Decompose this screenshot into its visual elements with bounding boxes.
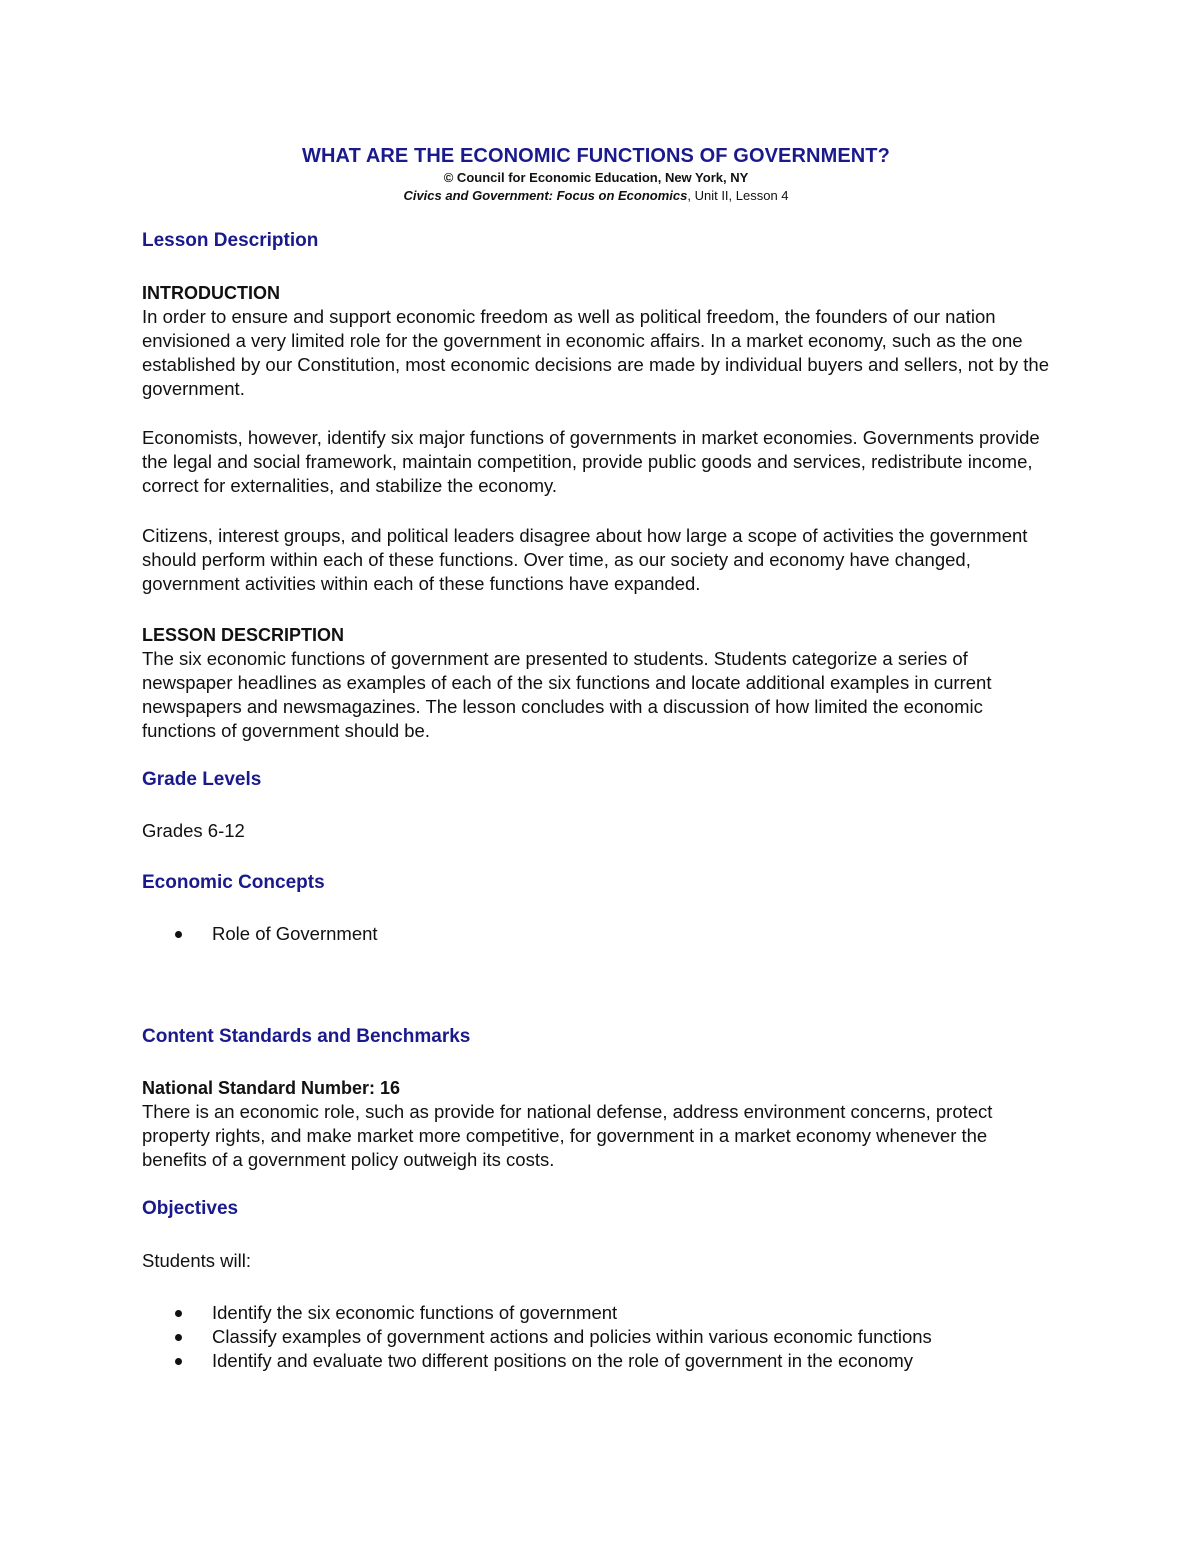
source-title: Civics and Government: Focus on Economics: [403, 188, 688, 203]
grade-levels-text: Grades 6-12: [142, 820, 245, 841]
source-line: [142, 187, 1050, 205]
concept-label: Role of Government: [212, 923, 378, 944]
list-item: [142, 1349, 1062, 1373]
introduction-paragraph-1: In order to ensure and support economic freedom as well as political freedom, the founders of our nation envisioned a very limited role for the government in economic affairs. In a market economy, such as the one established by our Constitution, most economic decisions are made by individual buyers and sellers, not by the government.: [142, 306, 1049, 399]
national-standard-text: There is an economic role, such as provide for national defense, address environment concerns, protect property rights, and make market more competitive, for government in a market economy whenever the benefits of a government policy outweigh its costs.: [142, 1101, 993, 1170]
objective-label: Identify and evaluate two different positions on the role of government in the economy: [212, 1350, 914, 1371]
objectives-list: [142, 1301, 1062, 1373]
list-item: [142, 1301, 1062, 1325]
objective-label: Identify the six economic functions of government: [212, 1302, 618, 1323]
objectives-intro: Students will:: [142, 1250, 251, 1271]
introduction-paragraph-2: Economists, however, identify six major functions of governments in market economies. Governments provide the legal and social framework, maintain competition, provide public goods and services, redistribute income, correct for externalities, and stabilize the economy.: [142, 427, 1040, 496]
objective-label: Classify examples of government actions and policies within various economic functions: [212, 1326, 932, 1347]
content-standards-heading: Content Standards and Benchmarks: [142, 1026, 471, 1047]
national-standard-heading: National Standard Number: 16: [142, 1078, 401, 1098]
bullet-icon: [175, 1358, 182, 1365]
lesson-description-heading: Lesson Description: [142, 230, 319, 251]
title-block: [142, 143, 1050, 205]
list-item: [142, 1325, 1062, 1349]
source-unit: , Unit II, Lesson 4: [687, 188, 789, 203]
lesson-description-subheading: LESSON DESCRIPTION: [142, 625, 345, 645]
bullet-icon: [175, 1334, 182, 1341]
bullet-icon: [175, 1310, 182, 1317]
introduction-heading: INTRODUCTION: [142, 283, 280, 303]
introduction-paragraph-3: Citizens, interest groups, and political leaders disagree about how large a scope of activities the government should perform within each of these functions. Over time, as our society and economy have changed, government activities within each of these functions have expanded.: [142, 525, 1028, 594]
economic-concepts-heading: Economic Concepts: [142, 872, 325, 893]
economic-concepts-list: [142, 922, 1042, 946]
document-title: WHAT ARE THE ECONOMIC FUNCTIONS OF GOVERNMENT?: [302, 145, 890, 167]
lesson-description-paragraph: The six economic functions of government are presented to students. Students categorize a series of newspaper headlines as examples of each of the six functions and locate additional examples in current newspapers and newsmagazines. The lesson concludes with a discussion of how limited the economic functions of government should be.: [142, 648, 992, 741]
grade-levels-heading: Grade Levels: [142, 769, 262, 790]
objectives-heading: Objectives: [142, 1198, 239, 1219]
list-item: [142, 922, 1042, 946]
bullet-icon: [175, 931, 182, 938]
copyright-line: © Council for Economic Education, New York, NY: [443, 170, 749, 185]
